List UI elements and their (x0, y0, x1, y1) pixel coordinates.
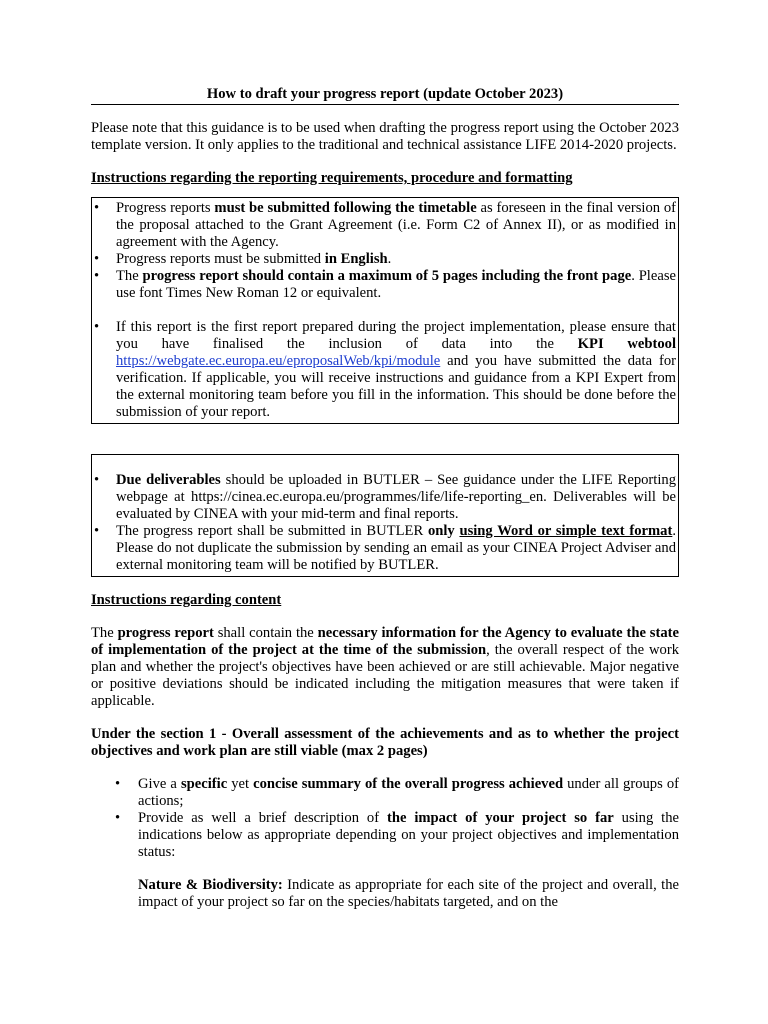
list-item: • Give a specific yet concise summary of the overall progress achieved under all groups of actions; (91, 776, 679, 810)
list-item: • The progress report shall be submitted in BUTLER only using Word or simple text format. Please do not duplicate the submission by sending an email as your CINEA Project Adviser and external monitoring team will be notified by BUTLER. (92, 523, 678, 574)
section1-heading: Under the section 1 - Overall assessment of the achievements and as to whether the project objectives and work plan are still viable (max 2 pages) (91, 726, 679, 759)
kpi-webtool-list (92, 319, 678, 421)
deliverables-box (91, 454, 679, 577)
list-item: • Progress reports must be submitted following the timetable as foreseen in the final version of the proposal attached to the Grant Agreement (i.e. Form C2 of Annex II), or as modified in agreement with the Agency. (92, 200, 678, 251)
kpi-webtool-link[interactable]: https://webgate.ec.europa.eu/eproposalWeb/kpi/module (116, 353, 441, 369)
content-paragraph: The progress report shall contain the necessary information for the Agency to evaluate the state of implementation of the project at the time of the submission, the overall respect of the work plan and whether the project's objectives have been achieved or are still achievable. Major negative or positive deviations should be indicated including the mitigation measures that were taken if applicable. (91, 625, 679, 709)
list-item: • If this report is the first report prepared during the project implementation, please ensure that you have finalised the inclusion of data into the KPI webtool https://webgate.ec.europa.eu/eproposalWeb/kpi/module and you have submitted the data for verification. If applicable, you will receive instructions and guidance from a KPI Expert from the external monitoring team before you fill in the information. This should be done before the submission of your report. (92, 319, 678, 421)
list-item: • Due deliverables should be uploaded in BUTLER – See guidance under the LIFE Reporting webpage at https://cinea.ec.europa.eu/programmes/life/life-reporting_en. Deliverables will be evaluated by CINEA with your mid-term and final reports. (92, 472, 678, 523)
list-item: • Progress reports must be submitted in English. (92, 251, 678, 268)
nature-biodiversity-label: Nature & Biodiversity: (138, 877, 283, 893)
reporting-requirements-box (91, 197, 679, 424)
content-heading: Instructions regarding content (91, 592, 282, 608)
blank-line (92, 302, 678, 319)
list-item: • The progress report should contain a maximum of 5 pages including the front page. Please use font Times New Roman 12 or equivalent. (92, 268, 678, 302)
reporting-requirements-list (92, 200, 678, 302)
section1-list (91, 776, 679, 861)
nature-biodiversity-paragraph: Nature & Biodiversity: Indicate as appropriate for each site of the project and overall, the impact of your project so far on the species/habitats targeted, and on the (138, 877, 679, 910)
document-body (91, 86, 679, 911)
reporting-requirements-heading: Instructions regarding the reporting requirements, procedure and formatting (91, 170, 573, 186)
page-title: How to draft your progress report (update October 2023) (91, 86, 679, 105)
list-item: • Provide as well a brief description of the impact of your project so far using the indications below as appropriate depending on your project objectives and implementation status: (91, 810, 679, 861)
intro-paragraph: Please note that this guidance is to be used when drafting the progress report using the October 2023 template version. It only applies to the traditional and technical assistance LIFE 2014-2020 projects. (91, 120, 679, 153)
deliverables-list (92, 472, 678, 574)
